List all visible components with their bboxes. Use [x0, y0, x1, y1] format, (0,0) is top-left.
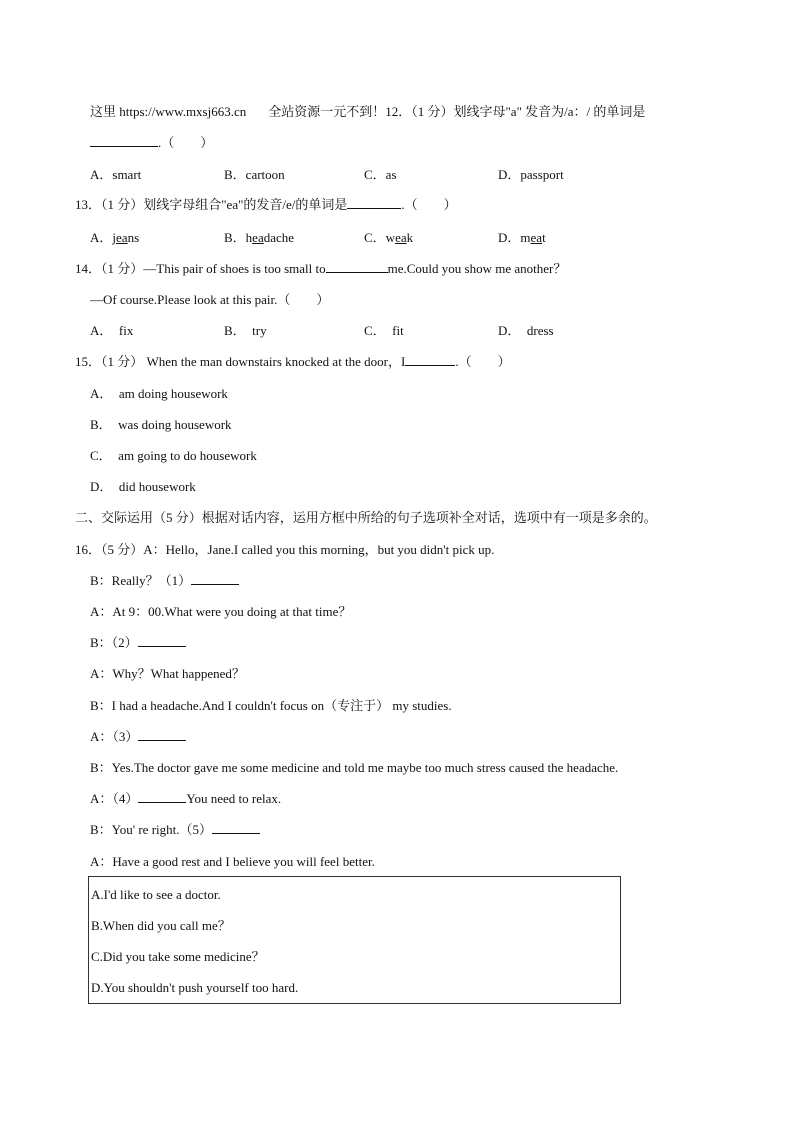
option-text: try: [252, 323, 267, 338]
q14-option-d[interactable]: [498, 322, 554, 340]
dialogue-text: A：（4）: [90, 791, 139, 806]
section-2-heading: 二、交际运用（5 分）根据对话内容，运用方框中所给的句子选项补全对话，选项中有一项是多余的。: [75, 510, 657, 525]
q12-text: 全站资源一元不到！12．（1 分）划线字母"a" 发音为/a：/ 的单词是: [268, 104, 646, 119]
option-label: D．: [90, 479, 113, 494]
option-text: k: [406, 230, 414, 245]
dialogue-text: B：Really？（1）: [90, 573, 192, 588]
option-label: D．: [498, 167, 521, 182]
dialogue-line: [90, 790, 281, 808]
dialogue-line: [90, 572, 239, 590]
underlined-letters: ea: [530, 230, 543, 245]
q15-tail: .（ ）: [455, 354, 511, 369]
option-text: w: [385, 230, 396, 245]
box-option-a: A.I'd like to see a doctor.: [91, 887, 221, 902]
option-text: h: [245, 230, 253, 245]
q13-text: 13．（1 分）划线字母组合"ea"的发音/e/的单词是: [75, 197, 348, 212]
q15-option-d[interactable]: [90, 478, 196, 496]
q12-option-d[interactable]: [498, 166, 564, 184]
option-text: fix: [118, 323, 134, 338]
answer-blank-4[interactable]: [138, 790, 186, 803]
option-text: fit: [392, 323, 404, 338]
q12-blank[interactable]: [90, 134, 158, 147]
option-label: B．: [224, 230, 246, 245]
q14-reply: —Of course.Please look at this pair.（ ）: [90, 292, 330, 307]
underlined-letters: ea: [252, 230, 264, 245]
dialogue-text: B：You' re right.（5）: [90, 822, 213, 837]
option-text: m: [520, 230, 531, 245]
q12-option-b[interactable]: [224, 166, 285, 184]
option-label: D．: [498, 323, 521, 338]
q14-blank[interactable]: [326, 260, 388, 273]
option-text: ns: [127, 230, 140, 245]
dialogue-text: You need to relax.: [186, 791, 282, 806]
option-text: dress: [526, 323, 554, 338]
option-label: C．: [364, 323, 386, 338]
dialogue-line: [90, 728, 186, 746]
option-text: cartoon: [245, 167, 285, 182]
dialogue-line: A：Why？What happened？: [90, 666, 245, 681]
answer-blank-2[interactable]: [138, 634, 186, 647]
q12-answer-line: [90, 134, 213, 152]
q12-option-c[interactable]: [364, 166, 397, 184]
dialogue-line: B：Yes.The doctor gave me some medicine and told me maybe too much stress caused the headache.: [90, 760, 619, 775]
box-option-b: B.When did you call me？: [91, 918, 231, 933]
option-label: A．: [90, 386, 113, 401]
options-box: [88, 876, 621, 1004]
q14-text: me.Could you show me another？: [387, 261, 567, 276]
q13-option-a[interactable]: [90, 229, 139, 247]
option-label: A．: [90, 230, 113, 245]
q14-text: 14．（1 分）—This pair of shoes is too small to: [75, 261, 326, 276]
q13-blank[interactable]: [347, 196, 401, 209]
q13-option-b[interactable]: [224, 229, 294, 247]
option-label: A．: [90, 323, 113, 338]
option-label: C．: [364, 230, 386, 245]
q13-option-d[interactable]: [498, 229, 546, 247]
dialogue-line: A：At 9：00.What were you doing at that time？: [90, 604, 352, 619]
dialogue-line: B：I had a headache.And I couldn't focus on（专注于） my studies.: [90, 698, 452, 713]
q15-blank[interactable]: [405, 353, 455, 366]
q15-option-c[interactable]: [90, 447, 257, 465]
q15-text: 15．（1 分） When the man downstairs knocked at the door，I: [75, 354, 406, 369]
option-text: t: [542, 230, 546, 245]
option-label: B．: [224, 323, 246, 338]
option-text: was doing housework: [118, 417, 232, 432]
q14-stem: [75, 260, 566, 278]
option-text: smart: [112, 167, 142, 182]
q13-stem: [75, 196, 457, 214]
option-label: C．: [364, 167, 386, 182]
dialogue-text: B：（2）: [90, 635, 138, 650]
q14-option-c[interactable]: [364, 322, 404, 340]
underlined-letters: ea: [395, 230, 407, 245]
option-text: dache: [263, 230, 295, 245]
option-text: did housework: [118, 479, 196, 494]
dialogue-line: [90, 821, 260, 839]
q15-option-b[interactable]: [90, 416, 232, 434]
q13-option-c[interactable]: [364, 229, 413, 247]
option-text: am doing housework: [118, 386, 228, 401]
answer-blank-5[interactable]: [212, 821, 260, 834]
option-label: B．: [90, 417, 112, 432]
q12-option-a[interactable]: [90, 166, 141, 184]
option-label: B．: [224, 167, 246, 182]
box-option-d: D.You shouldn't push yourself too hard.: [91, 980, 299, 995]
option-text: am going to do housework: [118, 448, 257, 463]
option-text: j: [112, 230, 117, 245]
q12-stem: [90, 103, 645, 121]
dialogue-line: [90, 634, 186, 652]
answer-blank-1[interactable]: [191, 572, 239, 585]
dialogue-line: A：Have a good rest and I believe you will feel better.: [90, 854, 375, 869]
option-label: C．: [90, 448, 112, 463]
q14-option-a[interactable]: [90, 322, 133, 340]
q15-stem: [75, 353, 511, 371]
box-option-c: C.Did you take some medicine？: [91, 949, 265, 964]
option-text: as: [385, 167, 397, 182]
option-label: A．: [90, 167, 113, 182]
q16-stem: 16．（5 分）A：Hello，Jane.I called you this morning，but you didn't pick up.: [75, 542, 495, 557]
option-text: passport: [520, 167, 564, 182]
q15-option-a[interactable]: [90, 385, 228, 403]
answer-blank-3[interactable]: [138, 728, 186, 741]
q12-lead: 这里 https://www.mxsj663.cn: [90, 104, 247, 119]
q14-option-b[interactable]: [224, 322, 267, 340]
q12-tail: .（ ）: [158, 135, 214, 150]
q13-tail: .（ ）: [401, 197, 457, 212]
underlined-letters: ea: [116, 230, 128, 245]
option-label: D．: [498, 230, 521, 245]
dialogue-text: A：（3）: [90, 729, 139, 744]
